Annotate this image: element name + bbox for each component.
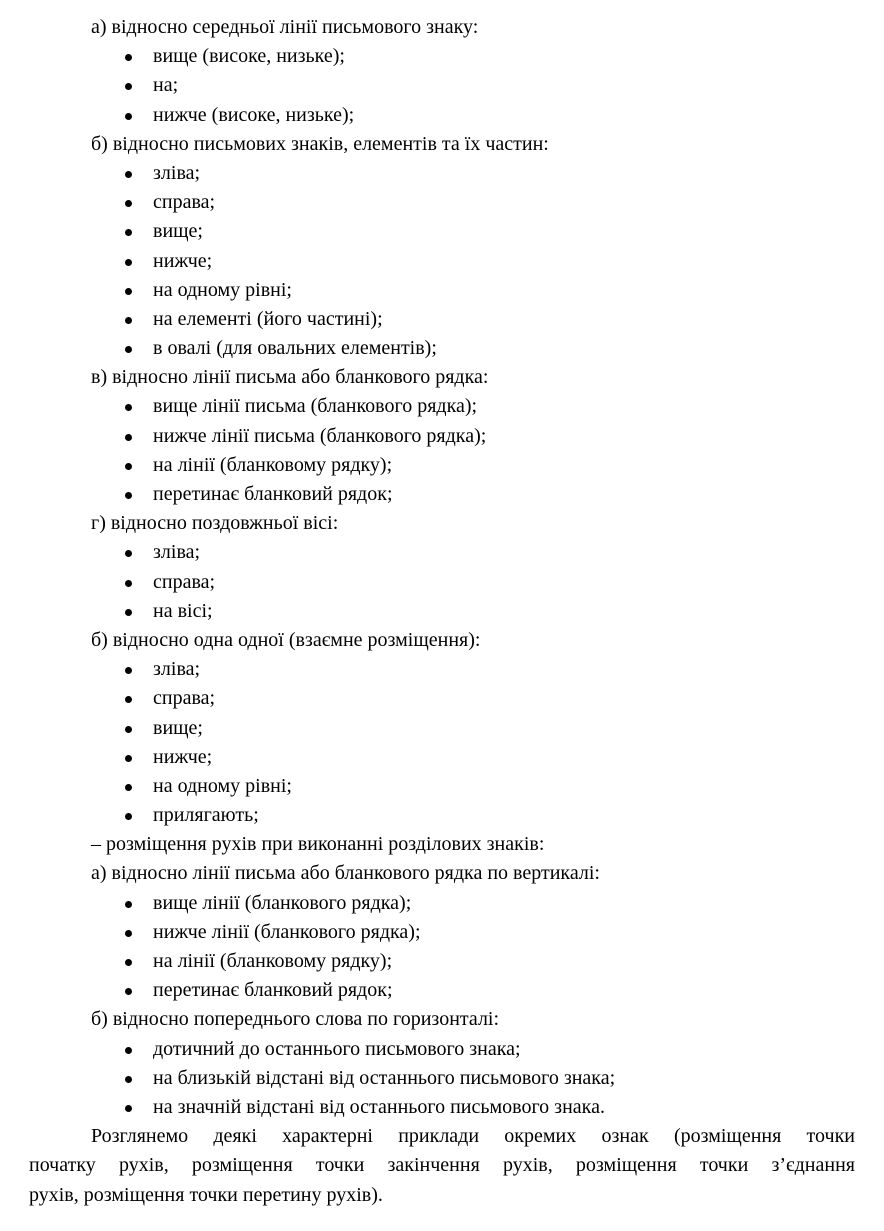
list-item: справа; [0, 568, 884, 597]
section-heading: – розміщення рухів при виконанні розділових знаків: [91, 833, 545, 856]
bullet-icon [125, 901, 132, 908]
bullet-icon [125, 113, 132, 120]
list-item: вище (високе, низьке); [0, 42, 884, 71]
bullet-icon [125, 988, 132, 995]
list-item: на одному рівні; [0, 276, 884, 305]
bullet-icon [125, 317, 132, 324]
section-heading: б) відносно попереднього слова по горизонталі: [91, 1008, 500, 1031]
list-item: зліва; [0, 159, 884, 188]
list-item: на; [0, 71, 884, 100]
section-heading: г) відносно поздовжньої вісі: [91, 512, 339, 535]
list-item: вище; [0, 714, 884, 743]
list-item: на значній відстані від останнього письмового знака. [0, 1093, 884, 1122]
bullet-icon [125, 1076, 132, 1083]
bullet-icon [125, 492, 132, 499]
bullet-icon [125, 959, 132, 966]
bullet-icon [125, 346, 132, 353]
bullet-icon [125, 259, 132, 266]
list-item: нижче (високе, низьке); [0, 101, 884, 130]
bullet-icon [125, 1105, 132, 1112]
list-item: зліва; [0, 655, 884, 684]
list-item: перетинає бланковий рядок; [0, 480, 884, 509]
list-item: нижче; [0, 743, 884, 772]
bullet-icon [125, 171, 132, 178]
list-item: на вісі; [0, 597, 884, 626]
bullet-icon [125, 667, 132, 674]
bullet-icon [125, 784, 132, 791]
section-heading: а) відносно середньої лінії письмового знаку: [91, 16, 479, 38]
bullet-icon [125, 54, 132, 61]
bullet-icon [125, 726, 132, 733]
list-item: на лінії (бланковому рядку); [0, 451, 884, 480]
document-page [0, 13, 884, 1210]
bullet-icon [125, 813, 132, 820]
list-item: справа; [0, 684, 884, 713]
bullet-icon [125, 404, 132, 411]
section-heading: в) відносно лінії письма або бланкового рядка: [91, 366, 489, 389]
list-item: справа; [0, 188, 884, 217]
list-item: вище; [0, 217, 884, 246]
list-item: на елементі (його частині); [0, 305, 884, 334]
paragraph-line: рухів, розміщення точки перетину рухів). [29, 1183, 383, 1206]
bullet-icon [125, 580, 132, 587]
section-heading: б) відносно письмових знаків, елементів та їх частин: [91, 132, 549, 155]
list-item: вище лінії (бланкового рядка); [0, 889, 884, 918]
list-item: зліва; [0, 538, 884, 567]
bullet-icon [125, 609, 132, 616]
bullet-icon [125, 463, 132, 470]
paragraph-line: Розглянемо деякі характерні приклади окремих ознак (розміщення точки [91, 1125, 855, 1148]
bullet-icon [125, 200, 132, 207]
list-item: нижче лінії (бланкового рядка); [0, 918, 884, 947]
bullet-icon [125, 550, 132, 557]
paragraph-line: початку рухів, розміщення точки закінчення рухів, розміщення точки з’єднання [29, 1154, 855, 1177]
list-item: перетинає бланковий рядок; [0, 976, 884, 1005]
section-heading: б) відносно одна одної (взаємне розміщення): [91, 628, 481, 651]
list-item: на близькій відстані від останнього письмового знака; [0, 1064, 884, 1093]
list-item: на одному рівні; [0, 772, 884, 801]
list-item: дотичний до останнього письмового знака; [0, 1035, 884, 1064]
bullet-icon [125, 434, 132, 441]
bullet-icon [125, 930, 132, 937]
bullet-icon [125, 288, 132, 295]
list-item: нижче; [0, 247, 884, 276]
section-heading: а) відносно лінії письма або бланкового рядка по вертикалі: [91, 862, 600, 885]
list-item: прилягають; [0, 801, 884, 830]
bullet-icon [125, 229, 132, 236]
bullet-icon [125, 755, 132, 762]
bullet-icon [125, 1047, 132, 1054]
list-item: на лінії (бланковому рядку); [0, 947, 884, 976]
list-item: в овалі (для овальних елементів); [0, 334, 884, 363]
list-item: нижче лінії письма (бланкового рядка); [0, 422, 884, 451]
list-item: вище лінії письма (бланкового рядка); [0, 392, 884, 421]
bullet-icon [125, 83, 132, 90]
bullet-icon [125, 696, 132, 703]
